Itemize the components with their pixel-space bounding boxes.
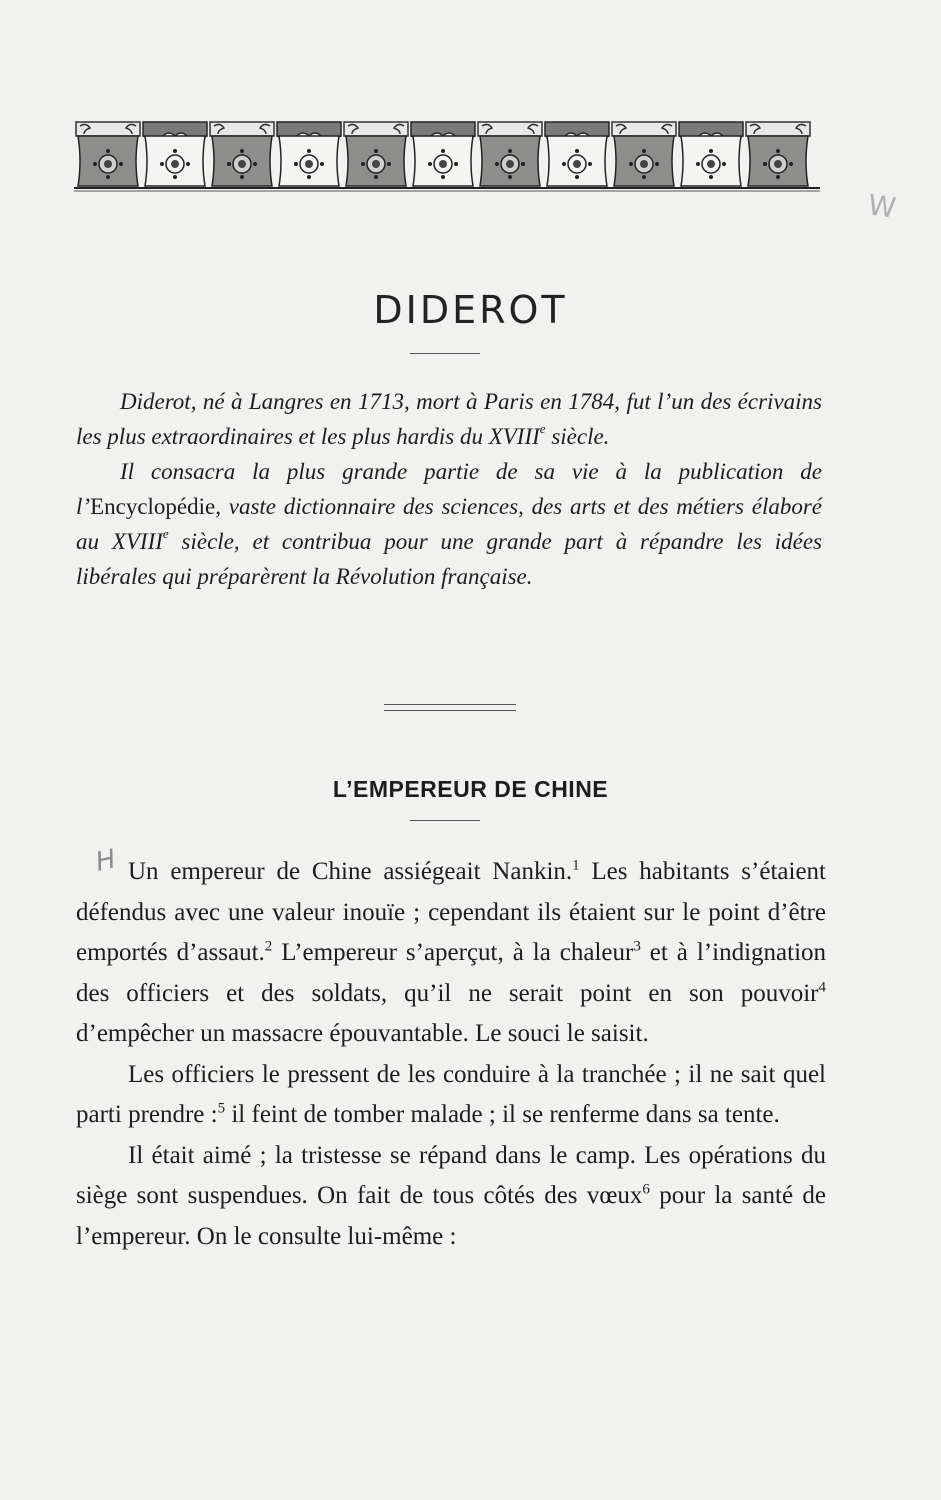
intro-paragraph-1 (76, 384, 822, 454)
story-text: pour la santé de l’empereur. On le consulte lui-même : (76, 1182, 826, 1250)
superscript: e (539, 421, 546, 437)
pencil-annotation: H (93, 844, 119, 878)
page-title: DIDEROT (373, 288, 568, 332)
footnote-ref: 1 (572, 857, 580, 874)
intro-text: Diderot, né à Langres en 1713, mort à Paris en 1784, fut l’un des écrivains les plus extraordinaires et les plus hardis du XVIII (76, 389, 822, 449)
section-divider (384, 704, 516, 705)
superscript: e (162, 526, 169, 542)
intro-paragraph-2 (76, 454, 822, 594)
section-title: L’EMPEREUR DE CHINE (332, 776, 609, 802)
story-text: L’empereur s’aperçut, à la chaleur (272, 939, 634, 966)
story-paragraph-1 (76, 852, 826, 1055)
story-text: et à l’indignation des officiers et des soldats, qu’il ne serait point en son pouvoir (76, 939, 827, 1007)
story-text: Un empereur de Chine assiégeait Nankin. (128, 858, 573, 885)
story-paragraph-2 (76, 1055, 826, 1136)
margin-annotation: W (865, 188, 898, 225)
story-body (76, 852, 826, 1257)
story-text: d’empêcher un massacre épouvantable. Le souci le saisit. (76, 1020, 649, 1047)
footnote-ref: 6 (642, 1181, 650, 1198)
intro-text: Il consacra la plus grande partie de sa vie à la publication de l’ (76, 459, 822, 519)
intro-text: siècle. (545, 424, 610, 449)
story-text: Les habitants s’étaient défendus avec une valeur inouïe ; cependant ils étaient sur le point d’être emportés d’assaut. (76, 858, 826, 966)
encyclopedie-title: Encyclopédie (90, 494, 216, 519)
title-divider (410, 353, 480, 354)
story-paragraph-3 (76, 1136, 826, 1258)
author-introduction (76, 384, 822, 594)
section-divider (384, 710, 516, 711)
footnote-ref: 2 (264, 938, 273, 955)
story-text: il feint de tomber malade ; il se renferme dans sa tente. (225, 1101, 780, 1128)
ornamental-frieze-icon (74, 120, 820, 192)
footnote-ref: 4 (818, 979, 826, 996)
story-text: Il était aimé ; la tristesse se répand dans le camp. Les opérations du siège sont suspendues. On fait de tous côtés des vœux (76, 1141, 826, 1209)
footnote-ref: 3 (633, 938, 641, 955)
section-title-divider (410, 820, 480, 821)
intro-text: , vaste dictionnaire des sciences, des arts et des métiers élaboré au XVIII (76, 494, 822, 554)
story-text: Les officiers le pressent de les conduire à la tranchée ; il ne sait quel parti prendre : (76, 1060, 826, 1128)
footnote-ref: 5 (217, 1100, 226, 1117)
intro-text: siècle, et contribua pour une grande part à répandre les idées libérales qui préparèrent la Révolution française. (76, 529, 823, 589)
